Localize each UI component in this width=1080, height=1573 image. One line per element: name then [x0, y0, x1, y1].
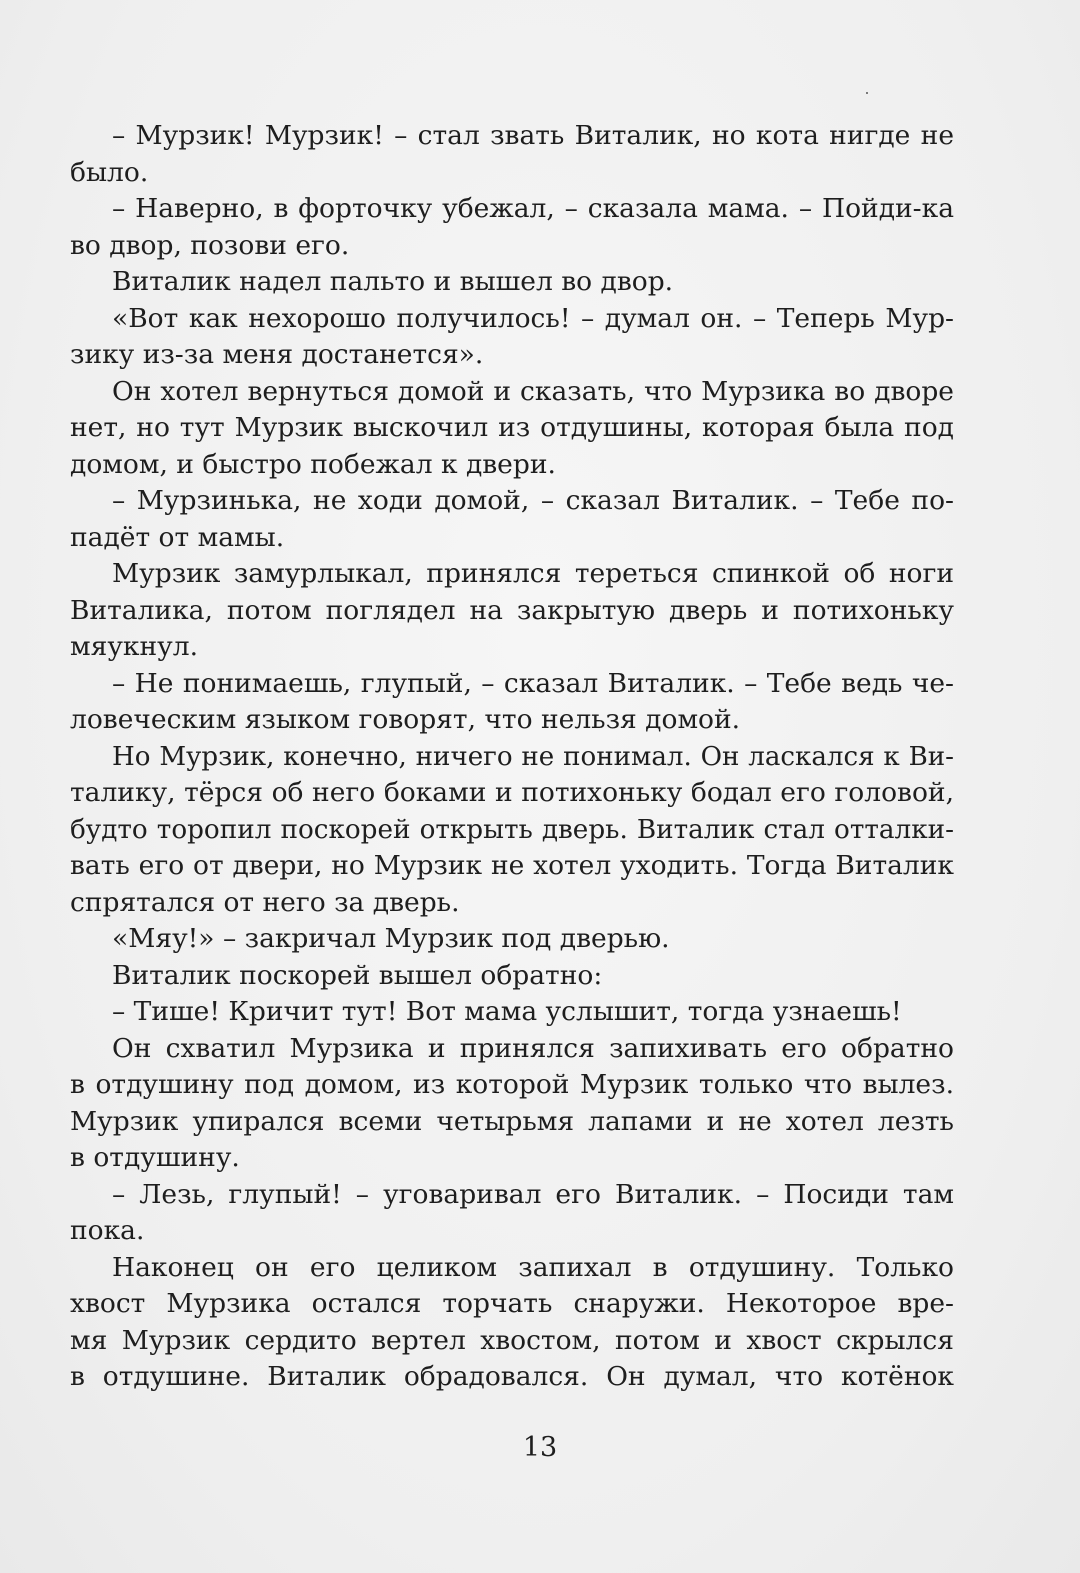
text-line: домом, и быстро побежал к двери. — [70, 448, 556, 480]
text-line: талику, тёрся об него боками и потихоньку бодал его головой, — [70, 777, 954, 808]
text-line: – Лезь, глупый! – уговаривал его Виталик. – Посиди там — [112, 1178, 954, 1210]
text-line: вать его от двери, но Мурзик не хотел уходить. Тогда Виталик — [70, 850, 954, 881]
text-line: зику из-за меня достанется». — [70, 339, 484, 370]
text-line: Наконец он его целиком запихал в отдушину. Только — [112, 1251, 954, 1283]
text-line: Он схватил Мурзика и принялся запихивать его обратно — [112, 1032, 954, 1064]
text-line: мяукнул. — [70, 631, 198, 662]
page-number: 13 — [522, 1432, 558, 1463]
text-line: во двор, позови его. — [70, 229, 350, 261]
text-line: Виталик надел пальто и вышел во двор. — [112, 266, 674, 297]
paper-speck — [866, 92, 868, 94]
text-line: – Тише! Кричит тут! Вот мама услышит, тогда узнаешь! — [112, 996, 902, 1027]
text-line: хвост Мурзика остался торчать снаружи. Некоторое вре- — [70, 1288, 954, 1319]
text-line: Мурзик замурлыкал, принялся тереться спинкой об ноги — [112, 558, 954, 589]
text-line: было. — [70, 156, 149, 188]
body-text — [70, 118, 954, 1396]
text-line: – Наверно, в форточку убежал, – сказала мама. – Пойди-ка — [112, 193, 954, 224]
text-line: Мурзик упирался всеми четырьмя лапами и не хотел лезть — [70, 1105, 954, 1137]
text-line: спрятался от него за дверь. — [70, 886, 460, 918]
text-line: мя Мурзик сердито вертел хвостом, потом и хвост скрылся — [70, 1324, 954, 1356]
text-line: падёт от мамы. — [70, 521, 285, 553]
text-line: пока. — [70, 1215, 145, 1246]
text-line: «Вот как нехорошо получилось! – думал он. – Теперь Мур- — [112, 302, 954, 334]
text-line: ловеческим языком говорят, что нельзя домой. — [70, 704, 741, 735]
text-line: «Мяу!» – закричал Мурзик под дверью. — [112, 923, 670, 954]
text-line: в отдушину. — [70, 1142, 240, 1173]
text-line: Но Мурзик, конечно, ничего не понимал. Он ласкался к Ви- — [112, 741, 954, 772]
text-line: Виталик поскорей вышел обратно: — [112, 959, 603, 991]
text-line: – Мурзик! Мурзик! – стал звать Виталик, но кота нигде не — [112, 120, 954, 151]
text-line: будто торопил поскорей открыть дверь. Виталик стал отталки- — [70, 814, 954, 845]
text-line: – Мурзинька, не ходи домой, – сказал Виталик. – Тебе по- — [112, 485, 954, 516]
text-line: Он хотел вернуться домой и сказать, что Мурзика во дворе — [112, 375, 954, 407]
text-line: Виталика, потом поглядел на закрытую дверь и потихоньку — [70, 594, 954, 626]
text-line: – Не понимаешь, глупый, – сказал Виталик. – Тебе ведь че- — [112, 667, 954, 699]
text-line: в отдушину под домом, из которой Мурзик только что вылез. — [70, 1069, 954, 1100]
text-line: нет, но тут Мурзик выскочил из отдушины, которая была под — [70, 412, 954, 443]
text-line: в отдушине. Виталик обрадовался. Он думал, что котёнок — [70, 1361, 954, 1392]
